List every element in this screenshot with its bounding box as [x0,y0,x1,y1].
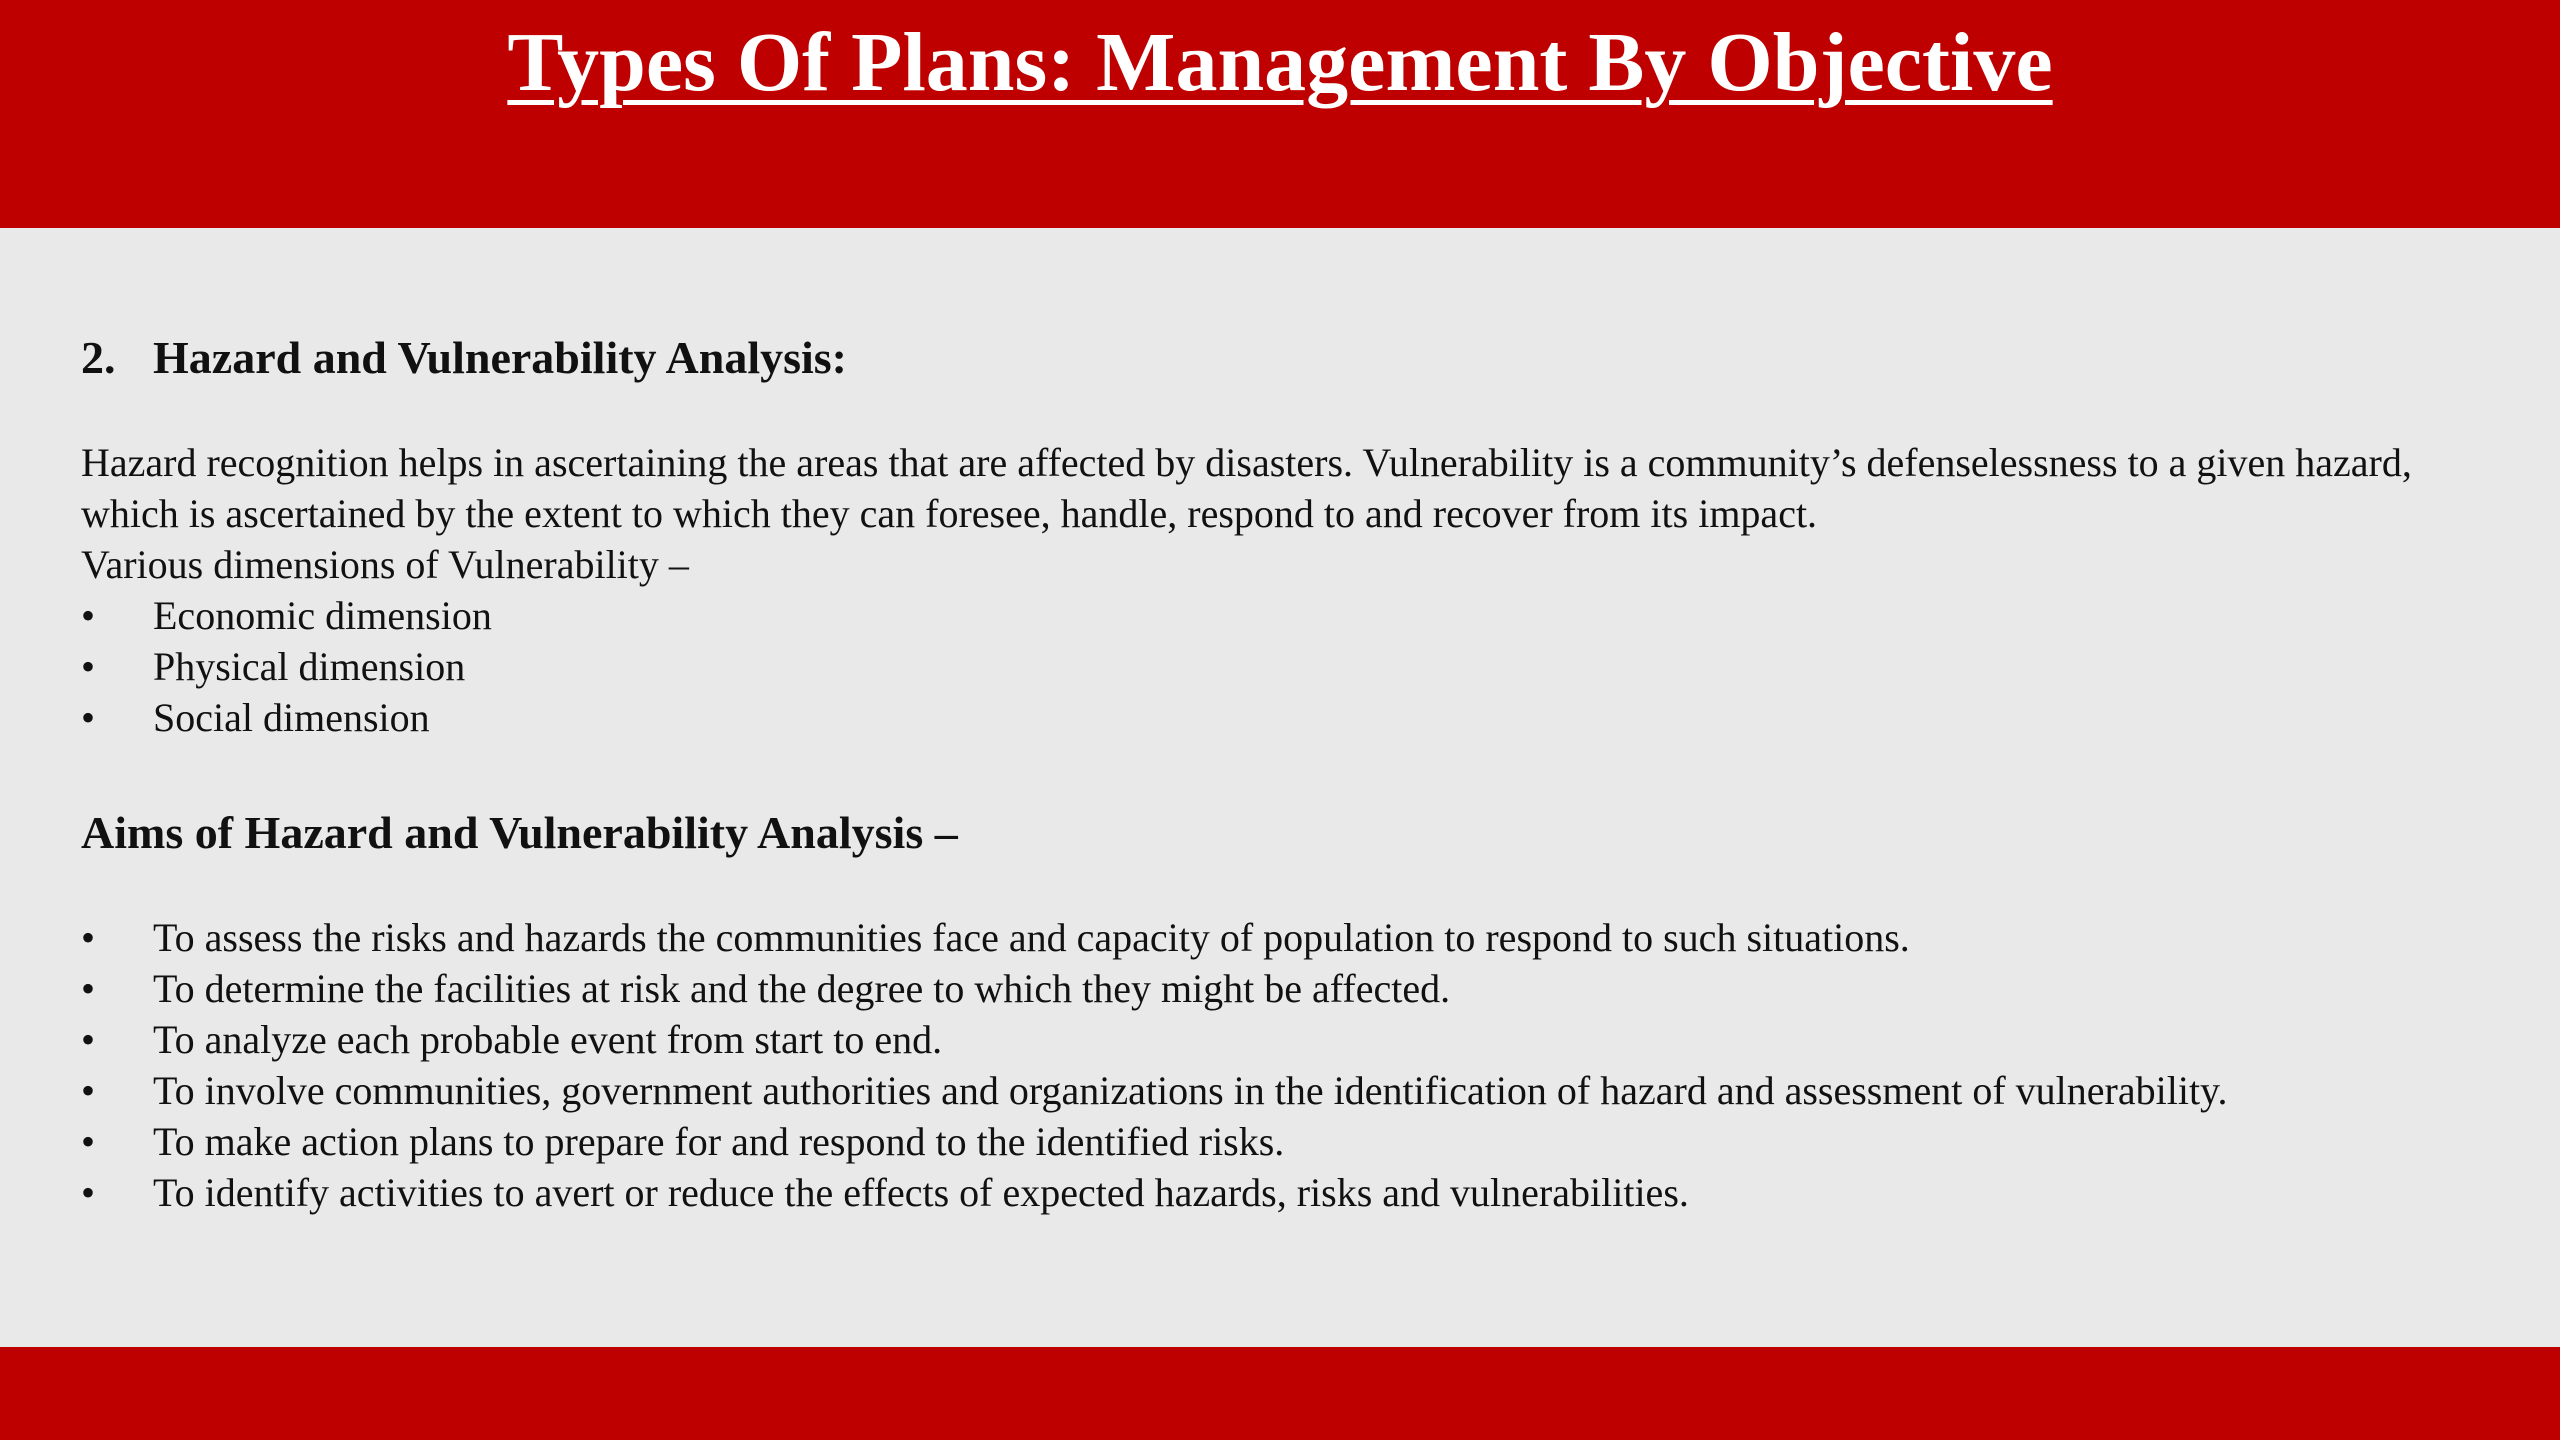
list-item-text: To determine the facilities at risk and the degree to which they might be affected. [153,966,1451,1011]
list-item [81,1167,2501,1218]
bullet-icon: • [81,915,96,960]
list-item-text: Social dimension [153,695,430,740]
intro-block [81,437,2501,743]
section-number: 2. [81,332,116,383]
list-item-text: To involve communities, government authorities and organizations in the identification of hazard and assessment of vulnerability. [153,1068,2228,1113]
dimensions-list [81,590,2501,743]
list-item-text: Economic dimension [153,593,492,638]
bullet-icon: • [81,1068,96,1113]
bullet-icon: • [81,644,96,689]
section-heading [81,328,847,388]
list-item [81,912,2501,963]
list-item [81,692,2501,743]
slide-title: Types Of Plans: Management By Objective [507,16,2053,109]
header-band [0,0,2560,228]
list-item-text: Physical dimension [153,644,466,689]
section-heading-text: Hazard and Vulnerability Analysis: [153,332,847,383]
bullet-icon: • [81,593,96,638]
list-item [81,641,2501,692]
bullet-icon: • [81,1119,96,1164]
aims-list [81,912,2501,1218]
list-item-text: To make action plans to prepare for and respond to the identified risks. [153,1119,1285,1164]
bullet-icon: • [81,695,96,740]
list-item-text: To identify activities to avert or reduce the effects of expected hazards, risks and vulnerabilities. [153,1170,1689,1215]
dimensions-intro: Various dimensions of Vulnerability – [81,542,689,587]
footer-band [0,1347,2560,1440]
list-item-text: To analyze each probable event from start to end. [153,1017,943,1062]
list-item [81,590,2501,641]
list-item [81,963,2501,1014]
list-item [81,1014,2501,1065]
list-item [81,1065,2501,1116]
list-item-text: To assess the risks and hazards the communities face and capacity of population to respond to such situations. [153,915,1910,960]
list-item [81,1116,2501,1167]
aims-heading: Aims of Hazard and Vulnerability Analysis – [81,807,958,858]
intro-paragraph: Hazard recognition helps in ascertaining the areas that are affected by disasters. Vulnerability is a community’s defenselessness to a given hazard, which is ascertained by the extent to which they can foresee, handle, respond to and recover from its impact. [81,440,2412,536]
bullet-icon: • [81,966,96,1011]
bullet-icon: • [81,1170,96,1215]
bullet-icon: • [81,1017,96,1062]
